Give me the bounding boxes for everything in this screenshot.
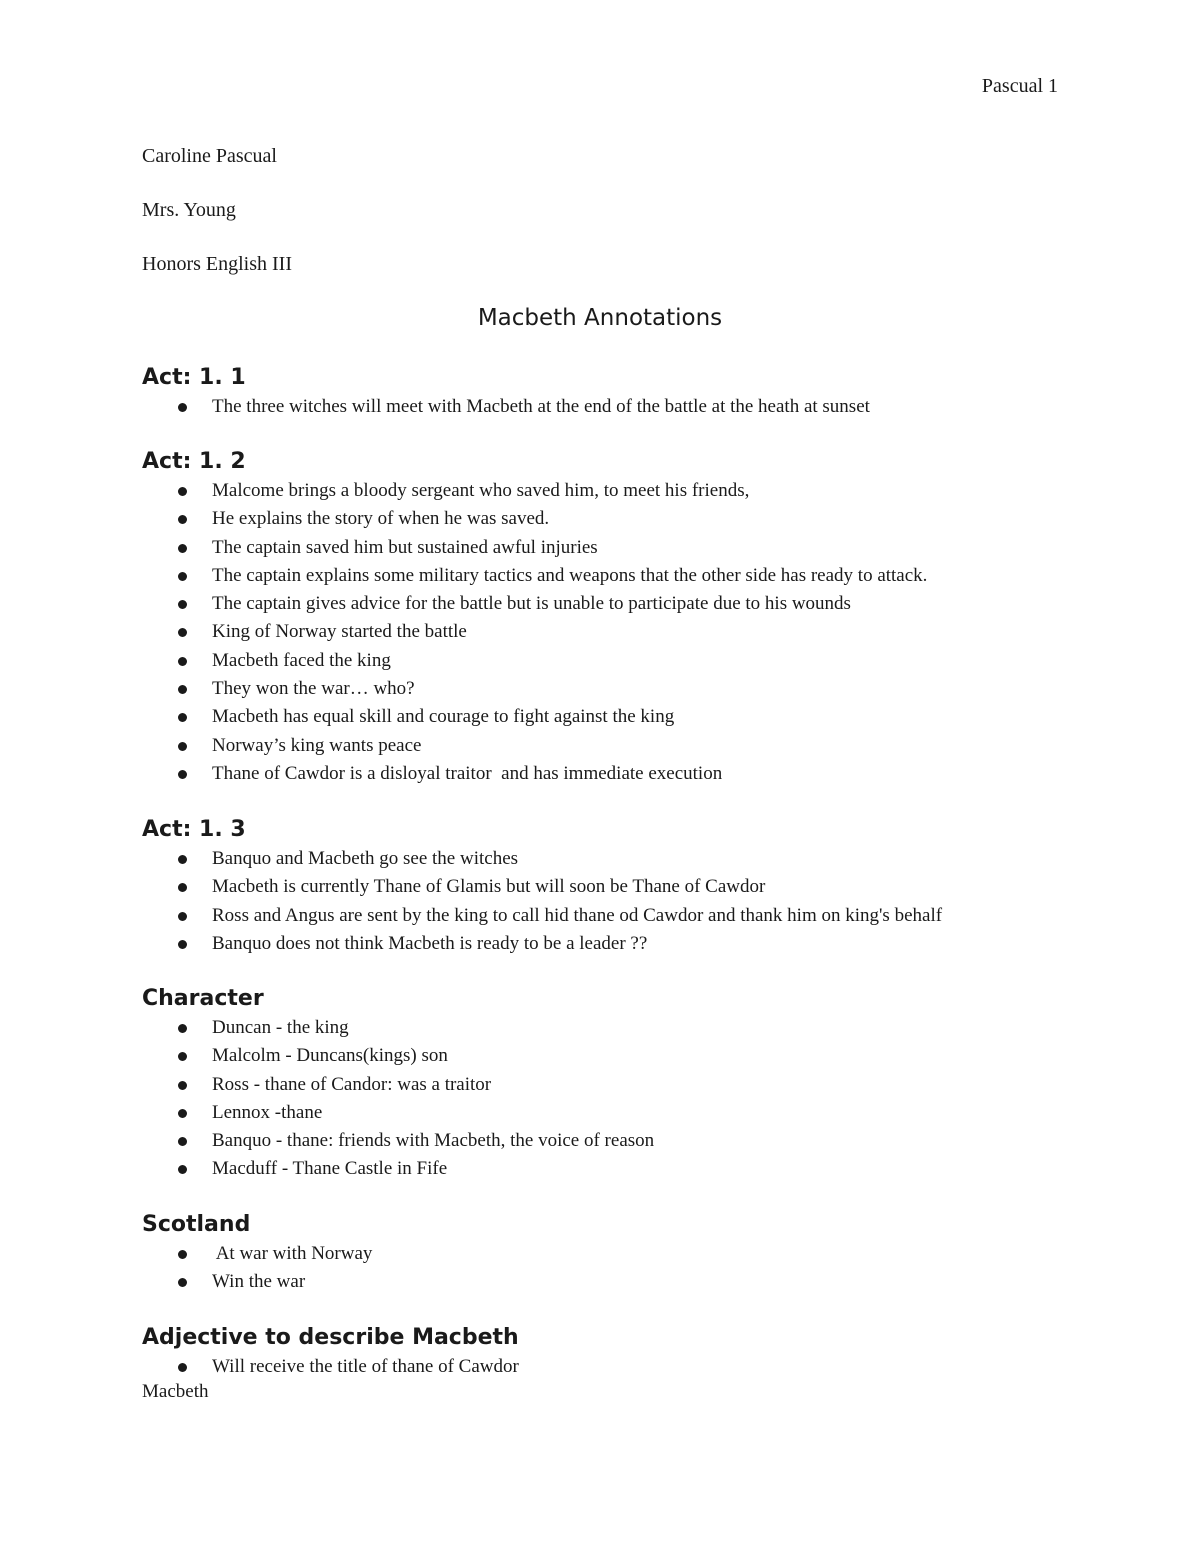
bullet-icon [178, 1363, 187, 1372]
bullet-icon [178, 1165, 187, 1174]
bullet-icon [178, 1137, 187, 1146]
section-heading: Act: 1. 2 [142, 449, 246, 474]
bullet-icon [178, 883, 187, 892]
list-item-text: Banquo and Macbeth go see the witches [212, 848, 519, 869]
list-item-text: Norway’s king wants peace [212, 734, 422, 756]
section-heading: Scotland [142, 1212, 251, 1237]
list-item-text: At war with Norway [212, 1243, 373, 1264]
list-item-text: Banquo - thane: friends with Macbeth, the voice of reason [212, 1130, 655, 1152]
bullet-icon [178, 487, 187, 496]
bullet-icon [178, 1278, 187, 1287]
bullet-icon [178, 600, 187, 609]
list-item-text: Lennox -thane [212, 1101, 323, 1123]
section [142, 983, 654, 1184]
bullet-icon [178, 912, 187, 921]
bullet-icon [178, 657, 187, 666]
running-head: Pascual 1 [981, 75, 1058, 97]
list-item-text: The captain gives advice for the battle but is unable to participate due to his wounds [212, 593, 851, 615]
section-heading: Act: 1. 1 [142, 365, 246, 390]
bullet-icon [178, 1109, 187, 1118]
bullet-icon [178, 742, 187, 751]
bullet-icon [178, 403, 187, 412]
section [142, 1209, 372, 1297]
section-heading: Act: 1. 3 [142, 817, 246, 842]
list-item [142, 845, 942, 873]
bullet-list [142, 845, 942, 958]
course-name: Honors English III [142, 253, 292, 275]
bullet-icon [178, 770, 187, 779]
bullet-icon [178, 1052, 187, 1061]
list-item [142, 760, 927, 788]
bullet-list [142, 477, 927, 788]
list-item [142, 393, 870, 421]
list-item-text: Malcolm - Duncans(kings) son [212, 1045, 448, 1067]
list-item [142, 647, 927, 675]
list-item-text: Ross and Angus are sent by the king to call hid thane od Cawdor and thank him on king's behalf [212, 904, 943, 926]
list-item [142, 562, 927, 590]
list-item-text: He explains the story of when he was saved. [212, 508, 550, 530]
list-item [142, 902, 942, 930]
list-item [142, 1127, 654, 1155]
trailing-text: Macbeth [142, 1381, 209, 1402]
bullet-icon [178, 940, 187, 949]
student-name: Caroline Pascual [142, 145, 277, 167]
list-item-text: Macbeth faced the king [212, 649, 391, 671]
document-title: Macbeth Annotations [477, 305, 723, 331]
list-item-text: The captain explains some military tactics and weapons that the other side has ready to attack. [212, 564, 928, 586]
section [142, 814, 942, 958]
list-item [142, 1240, 372, 1268]
list-item-text: Win the war [212, 1271, 306, 1293]
list-item-text: Malcome brings a bloody sergeant who saved him, to meet his friends, [212, 480, 750, 501]
list-item [142, 590, 927, 618]
list-item [142, 675, 927, 703]
list-item [142, 1099, 654, 1127]
list-item-text: Ross - thane of Candor: was a traitor [212, 1073, 492, 1095]
list-item [142, 1042, 654, 1070]
list-item [142, 477, 927, 505]
list-item [142, 873, 942, 901]
list-item [142, 505, 927, 533]
bullet-icon [178, 628, 187, 637]
section-heading: Adjective to describe Macbeth [142, 1325, 519, 1350]
list-item-text: Duncan - the king [212, 1017, 349, 1038]
list-item-text: They won the war… who? [212, 678, 415, 700]
list-item [142, 1014, 654, 1042]
list-item [142, 1071, 654, 1099]
list-item-text: Banquo does not think Macbeth is ready to be a leader ?? [212, 932, 648, 954]
section [142, 446, 927, 788]
bullet-icon [178, 1024, 187, 1033]
bullet-icon [178, 1250, 187, 1259]
section [142, 1322, 519, 1381]
list-item [142, 1268, 372, 1296]
list-item-text: The captain saved him but sustained awful injuries [212, 536, 598, 558]
list-item [142, 618, 927, 646]
list-item [142, 1155, 654, 1183]
list-item-text: The three witches will meet with Macbeth at the end of the battle at the heath at sunset [212, 396, 870, 417]
list-item-text: Will receive the title of thane of Cawdor [212, 1356, 519, 1377]
bullet-list [142, 393, 870, 421]
list-item [142, 930, 942, 958]
list-item-text: King of Norway started the battle [212, 621, 467, 643]
bullet-icon [178, 1081, 187, 1090]
header-block [142, 142, 292, 304]
list-item [142, 703, 927, 731]
list-item-text: Macbeth has equal skill and courage to fight against the king [212, 706, 675, 728]
bullet-icon [178, 544, 187, 553]
bullet-icon [178, 685, 187, 694]
list-item-text: Macbeth is currently Thane of Glamis but will soon be Thane of Cawdor [212, 876, 766, 898]
list-item [142, 732, 927, 760]
bullet-icon [178, 855, 187, 864]
bullet-icon [178, 713, 187, 722]
list-item-text: Thane of Cawdor is a disloyal traitor and has immediate execution [212, 762, 723, 784]
list-item [142, 534, 927, 562]
section [142, 362, 870, 421]
bullet-list [142, 1240, 372, 1297]
teacher-name: Mrs. Young [142, 199, 236, 221]
bullet-icon [178, 515, 187, 524]
list-item-text: Macduff - Thane Castle in Fife [212, 1158, 448, 1180]
bullet-icon [178, 572, 187, 581]
bullet-list [142, 1014, 654, 1184]
section-heading: Character [142, 986, 264, 1011]
